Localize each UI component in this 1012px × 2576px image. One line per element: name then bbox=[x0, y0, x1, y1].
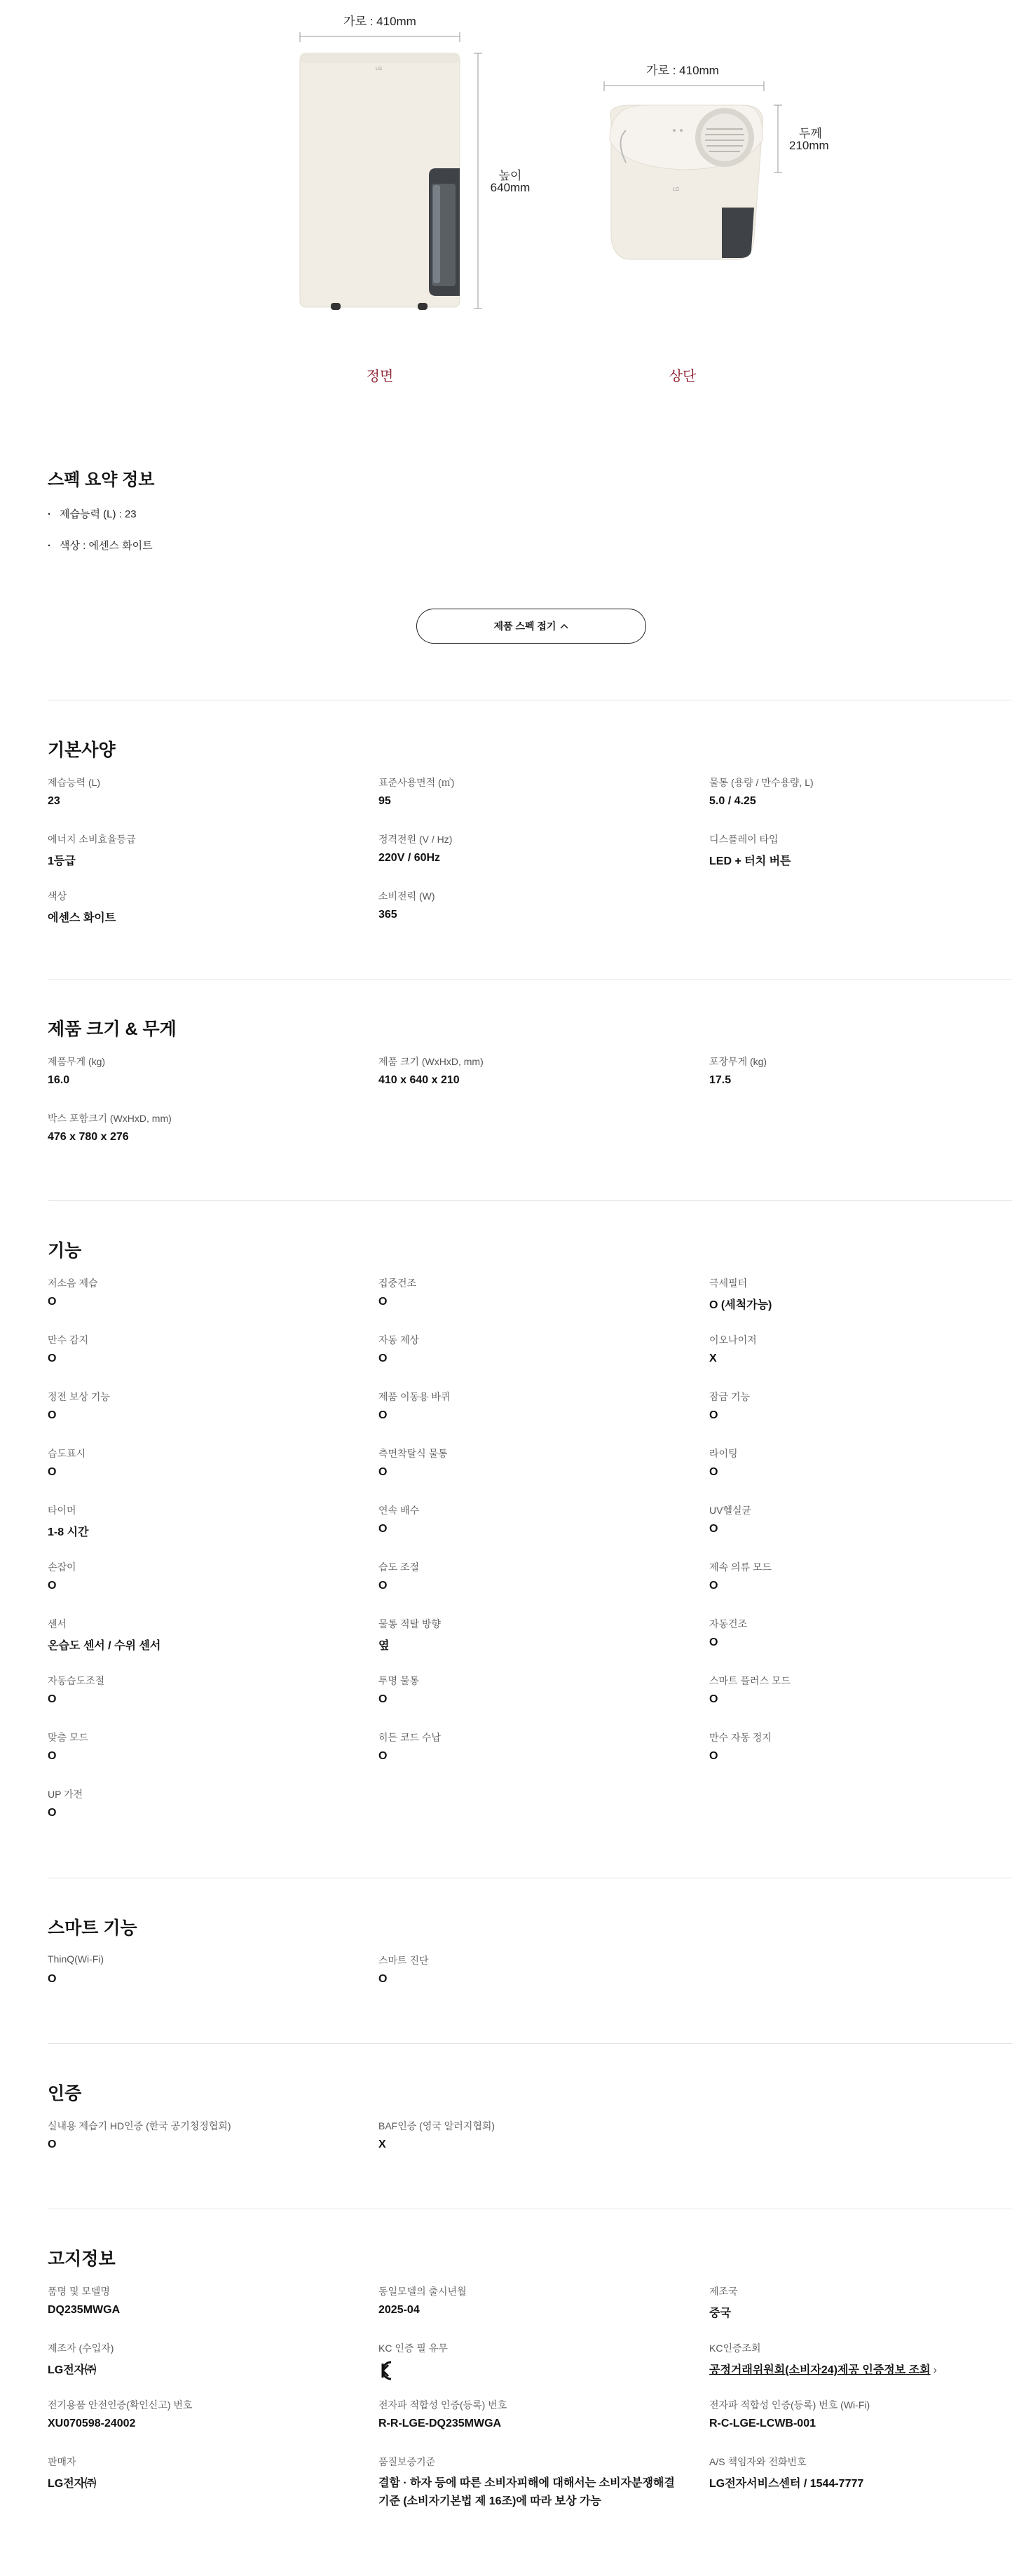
spec-value bbox=[48, 1131, 378, 1144]
spec-value-text: X bbox=[709, 1353, 717, 1364]
spec-item bbox=[48, 1055, 378, 1111]
spec-value bbox=[378, 2474, 680, 2510]
spec-value-text: O bbox=[378, 1750, 388, 1762]
spec-item bbox=[48, 2455, 378, 2511]
spec-value-text: O bbox=[709, 1523, 718, 1535]
svg-text:LG: LG bbox=[376, 67, 383, 72]
spec-label: KC 인증 필 유무 bbox=[378, 2343, 448, 2354]
spec-item bbox=[378, 1674, 709, 1730]
spec-value-text: O (세척가능) bbox=[709, 1299, 772, 1311]
spec-item bbox=[378, 1730, 709, 1787]
spec-label: 제속 의류 모드 bbox=[709, 1561, 772, 1573]
spec-value-text: O bbox=[378, 1973, 388, 1985]
spec-label: 극세필터 bbox=[709, 1277, 748, 1289]
spec-label: 습도 조절 bbox=[378, 1561, 419, 1573]
section-title: 기능 bbox=[48, 1241, 82, 1261]
spec-item bbox=[709, 2455, 1012, 2511]
spec-item bbox=[709, 1617, 1012, 1674]
spec-item bbox=[709, 2284, 1012, 2341]
spec-label: 포장무게 (kg) bbox=[709, 1056, 767, 1067]
spec-value-text: O bbox=[709, 1409, 718, 1421]
spec-value bbox=[378, 1636, 709, 1653]
spec-item bbox=[709, 775, 1012, 832]
spec-summary-list bbox=[48, 506, 153, 569]
spec-value bbox=[709, 795, 1012, 808]
spec-value-text: O bbox=[378, 1466, 388, 1478]
spec-value bbox=[378, 1466, 709, 1479]
section-title: 고지정보 bbox=[48, 2249, 116, 2269]
spec-label: 물통 적탈 방향 bbox=[378, 1618, 441, 1629]
spec-value-text: 공정거래위원회(소비자24)제공 인증정보 조회 bbox=[709, 2364, 931, 2376]
spec-label: ThinQ(Wi-Fi) bbox=[48, 1953, 104, 1965]
spec-item bbox=[48, 2398, 378, 2455]
spec-value-text: 에센스 화이트 bbox=[48, 912, 116, 924]
spec-value bbox=[378, 1973, 709, 1986]
spec-item bbox=[48, 889, 378, 946]
spec-value bbox=[378, 1296, 709, 1308]
spec-item bbox=[48, 1390, 378, 1446]
spec-value-text: LED + 터치 버튼 bbox=[709, 855, 791, 867]
spec-summary-item: · 제습능력 (L) : 23 bbox=[48, 506, 153, 521]
dimension-drawing bbox=[0, 0, 1012, 421]
spec-label: 만수 자동 정지 bbox=[709, 1732, 772, 1743]
spec-item bbox=[378, 1953, 709, 2010]
spec-item bbox=[48, 832, 378, 889]
spec-item bbox=[48, 1560, 378, 1617]
spec-item bbox=[48, 1787, 378, 1844]
spec-item bbox=[709, 1055, 1012, 1111]
spec-value bbox=[709, 1636, 1012, 1649]
spec-item bbox=[709, 1333, 1012, 1390]
spec-value-text: O bbox=[709, 1580, 718, 1592]
spec-label: 자동 제상 bbox=[378, 1334, 419, 1345]
spec-value-text: O bbox=[48, 1973, 57, 1985]
spec-label: 습도표시 bbox=[48, 1448, 86, 1459]
spec-item bbox=[378, 832, 709, 889]
spec-value bbox=[48, 1807, 378, 1819]
section-size-weight bbox=[48, 1015, 1012, 1168]
front-height-dimension-line bbox=[474, 53, 482, 309]
spec-label: 손잡이 bbox=[48, 1561, 76, 1573]
section-title: 제품 크기 & 무게 bbox=[48, 1019, 177, 1039]
spec-item bbox=[48, 1333, 378, 1390]
spec-label: 맞춤 모드 bbox=[48, 1732, 88, 1743]
spec-label: 색상 bbox=[48, 890, 67, 902]
spec-item bbox=[48, 775, 378, 832]
top-width-dimension-line bbox=[604, 81, 764, 91]
spec-item bbox=[378, 1617, 709, 1674]
spec-item bbox=[48, 1953, 378, 2010]
front-height-label: 높이 bbox=[498, 169, 522, 182]
spec-label: 제조국 bbox=[709, 2286, 738, 2297]
spec-item bbox=[378, 2284, 709, 2341]
spec-item bbox=[378, 1055, 709, 1111]
spec-value bbox=[378, 1353, 709, 1365]
spec-value-text: O bbox=[378, 1409, 388, 1421]
spec-value bbox=[709, 1580, 1012, 1592]
spec-value-text: 23 bbox=[48, 795, 60, 807]
spec-label: 제품 이동용 바퀴 bbox=[378, 1391, 451, 1402]
spec-value-text: O bbox=[48, 1353, 57, 1364]
spec-label: 스마트 진단 bbox=[378, 1955, 429, 1966]
spec-value bbox=[378, 2304, 709, 2317]
spec-item bbox=[48, 1674, 378, 1730]
spec-item bbox=[378, 1560, 709, 1617]
spec-label: 스마트 플러스 모드 bbox=[709, 1675, 791, 1686]
spec-value-text: 옆 bbox=[378, 1640, 390, 1652]
section-divider bbox=[48, 1200, 1012, 1201]
spec-value-text: O bbox=[378, 1693, 388, 1705]
top-depth-value: 210mm bbox=[789, 139, 829, 152]
spec-value bbox=[48, 1750, 378, 1763]
spec-label: 제품 크기 (WxHxD, mm) bbox=[378, 1056, 484, 1067]
spec-label: 전자파 적합성 인증(등록) 번호 bbox=[378, 2399, 507, 2411]
spec-item bbox=[709, 1390, 1012, 1446]
spec-value-text: 16.0 bbox=[48, 1074, 70, 1086]
spec-label: 정전 보상 기능 bbox=[48, 1391, 110, 1402]
spec-item bbox=[709, 1730, 1012, 1787]
spec-grid bbox=[48, 2284, 1012, 2511]
spec-grid bbox=[48, 1055, 1012, 1168]
section-features bbox=[48, 1237, 1012, 1844]
spec-value bbox=[378, 1409, 709, 1422]
spec-label: KC인증조회 bbox=[709, 2343, 761, 2354]
spec-value-text: O bbox=[378, 1353, 388, 1364]
spec-value bbox=[48, 795, 378, 808]
spec-value bbox=[48, 2361, 378, 2377]
spec-summary-title: 스펙 요약 정보 bbox=[48, 470, 155, 489]
spec-value-text: O bbox=[378, 1580, 388, 1592]
spec-label: 라이팅 bbox=[709, 1448, 738, 1459]
spec-label: 연속 배수 bbox=[378, 1505, 419, 1516]
spec-value-text: 1등급 bbox=[48, 855, 76, 867]
spec-value-text: 17.5 bbox=[709, 1074, 732, 1086]
section-basic-spec bbox=[48, 736, 1012, 946]
spec-value-text: O bbox=[709, 1466, 718, 1478]
section-certification bbox=[48, 2080, 1012, 2176]
spec-label: 품질보증기준 bbox=[378, 2456, 436, 2467]
spec-value bbox=[48, 1409, 378, 1422]
fold-specs-label: 제품 스펙 접기 bbox=[493, 621, 556, 632]
spec-value bbox=[48, 2418, 378, 2430]
spec-value bbox=[378, 1750, 709, 1763]
spec-value bbox=[48, 2138, 378, 2151]
svg-text:LG: LG bbox=[673, 187, 680, 192]
spec-value-text: 476 x 780 x 276 bbox=[48, 1131, 129, 1143]
spec-item bbox=[378, 2341, 709, 2398]
spec-item bbox=[48, 2119, 378, 2176]
spec-value bbox=[709, 2474, 1012, 2490]
spec-item bbox=[48, 1111, 378, 1168]
spec-label: 품명 및 모델명 bbox=[48, 2286, 110, 2297]
spec-value-text: 365 bbox=[378, 909, 397, 921]
spec-value-text: O bbox=[48, 1693, 57, 1705]
spec-label: 전기용품 안전인증(확인신고) 번호 bbox=[48, 2399, 193, 2411]
spec-value-text: 95 bbox=[378, 795, 391, 807]
spec-item bbox=[378, 2119, 709, 2176]
spec-value-text: 220V / 60Hz bbox=[378, 852, 441, 864]
spec-item bbox=[378, 2398, 709, 2455]
spec-value-text: O bbox=[48, 1807, 57, 1819]
spec-value bbox=[378, 909, 709, 921]
spec-label: 타이머 bbox=[48, 1505, 76, 1516]
spec-value bbox=[48, 1466, 378, 1479]
spec-label: 실내용 제습기 HD인증 (한국 공기청정협회) bbox=[48, 2120, 231, 2131]
spec-item bbox=[48, 1730, 378, 1787]
spec-label: UV헬실균 bbox=[709, 1505, 752, 1516]
spec-item bbox=[709, 2398, 1012, 2455]
spec-item bbox=[378, 2455, 709, 2511]
spec-value bbox=[48, 2304, 378, 2317]
spec-label: 표준사용면적 (㎡) bbox=[378, 777, 455, 788]
spec-value bbox=[48, 1636, 378, 1653]
spec-grid bbox=[48, 1953, 1012, 2010]
top-depth-dimension-line bbox=[774, 105, 782, 172]
spec-value bbox=[48, 1693, 378, 1706]
spec-value-text: LG전자㈜ bbox=[48, 2364, 97, 2376]
spec-value-text: O bbox=[48, 1750, 57, 1762]
spec-item bbox=[378, 1276, 709, 1333]
spec-item bbox=[48, 1503, 378, 1560]
section-title: 인증 bbox=[48, 2084, 82, 2103]
spec-label: A/S 책임자와 전화번호 bbox=[709, 2456, 807, 2467]
spec-label: 디스플레이 타입 bbox=[709, 834, 779, 845]
spec-value bbox=[709, 1409, 1012, 1422]
section-smart-features bbox=[48, 1914, 1012, 2010]
spec-value bbox=[48, 1074, 378, 1087]
spec-value bbox=[48, 852, 378, 868]
section-notice-info bbox=[48, 2245, 1012, 2511]
spec-item bbox=[378, 889, 709, 946]
dehumidifier-front-view bbox=[300, 53, 460, 310]
spec-value-text: 410 x 640 x 210 bbox=[378, 1074, 460, 1086]
spec-value-text: DQ235MWGA bbox=[48, 2304, 121, 2316]
spec-item bbox=[709, 1446, 1012, 1503]
spec-item bbox=[48, 1617, 378, 1674]
spec-value-text: 결함 · 하자 등에 따른 소비자피해에 대해서는 소비자분쟁해결기준 (소비자기본법 제 16조)에 따라 보상 가능 bbox=[378, 2477, 675, 2507]
spec-grid bbox=[48, 1276, 1012, 1844]
spec-value-text: O bbox=[378, 1296, 388, 1308]
spec-value bbox=[48, 909, 378, 925]
spec-item bbox=[48, 1446, 378, 1503]
spec-value bbox=[378, 1074, 709, 1087]
chevron-right-icon: › bbox=[933, 2364, 937, 2376]
spec-value bbox=[378, 1523, 709, 1536]
spec-item bbox=[709, 1674, 1012, 1730]
spec-label: 측면착탈식 물통 bbox=[378, 1448, 448, 1459]
spec-value-text: 중국 bbox=[709, 2307, 731, 2319]
spec-value bbox=[709, 1523, 1012, 1536]
spec-item bbox=[709, 1276, 1012, 1333]
spec-value bbox=[378, 2138, 709, 2151]
spec-value-text: O bbox=[48, 1296, 57, 1308]
front-width-dimension-line bbox=[300, 32, 460, 42]
spec-label: 잠금 기능 bbox=[709, 1391, 750, 1402]
spec-value bbox=[709, 2304, 1012, 2320]
fold-specs-button[interactable] bbox=[416, 609, 646, 644]
spec-value-text: R-R-LGE-DQ235MWGA bbox=[378, 2418, 502, 2429]
spec-item bbox=[48, 2284, 378, 2341]
spec-item bbox=[378, 775, 709, 832]
spec-value bbox=[709, 1353, 1012, 1365]
spec-value-text: R-C-LGE-LCWB-001 bbox=[709, 2418, 816, 2429]
spec-label: 에너지 소비효율등급 bbox=[48, 834, 136, 845]
spec-value-text: O bbox=[709, 1750, 718, 1762]
section-title: 스마트 기능 bbox=[48, 1918, 137, 1938]
spec-value bbox=[48, 1296, 378, 1308]
front-view-label: 정면 bbox=[366, 369, 394, 384]
spec-value bbox=[48, 2474, 378, 2490]
spec-value-text: O bbox=[378, 1523, 388, 1535]
spec-item bbox=[378, 1503, 709, 1560]
spec-label: 투명 물통 bbox=[378, 1675, 419, 1686]
kc-mark-icon bbox=[378, 2359, 395, 2382]
spec-value-text: O bbox=[48, 1580, 57, 1592]
spec-value bbox=[709, 2418, 1012, 2430]
spec-grid bbox=[48, 2119, 1012, 2176]
kc-lookup-link[interactable] bbox=[709, 2361, 1012, 2377]
product-dimension-diagram bbox=[0, 0, 1012, 421]
spec-item bbox=[378, 1390, 709, 1446]
spec-value-text: XU070598-24002 bbox=[48, 2418, 136, 2429]
spec-label: 정격전원 (V / Hz) bbox=[378, 834, 453, 845]
spec-grid bbox=[48, 775, 1012, 946]
spec-label: 집중건조 bbox=[378, 1277, 417, 1289]
spec-value bbox=[709, 1074, 1012, 1087]
spec-label: 자동건조 bbox=[709, 1618, 748, 1629]
spec-value bbox=[378, 852, 709, 865]
spec-value-text: O bbox=[709, 1636, 718, 1648]
spec-label: 소비전력 (W) bbox=[378, 890, 435, 902]
spec-value-text: 5.0 / 4.25 bbox=[709, 795, 756, 807]
spec-value bbox=[48, 1353, 378, 1365]
spec-value-text: O bbox=[48, 2138, 57, 2150]
front-width-label: 가로 : 410mm bbox=[343, 15, 416, 28]
spec-value-text: 1-8 시간 bbox=[48, 1526, 89, 1538]
spec-value-text: O bbox=[709, 1693, 718, 1705]
spec-label: 동일모델의 출시년월 bbox=[378, 2286, 467, 2297]
spec-label: 히든 코드 수납 bbox=[378, 1732, 441, 1743]
spec-value-text: LG전자서비스센터 / 1544-7777 bbox=[709, 2478, 864, 2490]
spec-item bbox=[378, 1446, 709, 1503]
spec-label: 센서 bbox=[48, 1618, 67, 1629]
spec-value bbox=[48, 1580, 378, 1592]
chevron-up-icon bbox=[560, 623, 568, 629]
spec-label: 자동습도조절 bbox=[48, 1675, 105, 1686]
top-depth-label: 두께 bbox=[799, 127, 822, 140]
spec-label: 전자파 적합성 인증(등록) 번호 (Wi-Fi) bbox=[709, 2399, 870, 2411]
spec-label: 저소음 제습 bbox=[48, 1277, 98, 1289]
spec-label: 제조자 (수입자) bbox=[48, 2343, 114, 2354]
spec-value bbox=[709, 1296, 1012, 1312]
spec-label: UP 가전 bbox=[48, 1789, 83, 1800]
spec-value bbox=[48, 1973, 378, 1986]
front-height-value: 640mm bbox=[490, 181, 531, 194]
spec-value bbox=[378, 1693, 709, 1706]
spec-value-text: O bbox=[48, 1466, 57, 1478]
spec-item bbox=[709, 1503, 1012, 1560]
spec-value bbox=[378, 2418, 709, 2430]
spec-value bbox=[48, 1523, 378, 1539]
spec-value bbox=[709, 1466, 1012, 1479]
spec-value bbox=[378, 795, 709, 808]
spec-item bbox=[48, 2341, 378, 2398]
spec-value-text: X bbox=[378, 2138, 386, 2150]
spec-item bbox=[48, 1276, 378, 1333]
spec-value-text: O bbox=[48, 1409, 57, 1421]
spec-value bbox=[709, 1750, 1012, 1763]
section-title: 기본사양 bbox=[48, 740, 116, 760]
spec-label: 제습능력 (L) bbox=[48, 777, 101, 788]
spec-value bbox=[709, 1693, 1012, 1706]
spec-label: 만수 감지 bbox=[48, 1334, 88, 1345]
spec-label: 박스 포함크기 (WxHxD, mm) bbox=[48, 1113, 172, 1124]
spec-value-text: 2025-04 bbox=[378, 2304, 420, 2316]
top-width-label: 가로 : 410mm bbox=[646, 64, 719, 77]
spec-label: 물통 (용량 / 만수용량, L) bbox=[709, 777, 814, 788]
spec-label: 판매자 bbox=[48, 2456, 76, 2467]
spec-label: 이오나이저 bbox=[709, 1334, 757, 1345]
section-divider bbox=[48, 2043, 1012, 2044]
spec-value-text: 온습도 센서 / 수위 센서 bbox=[48, 1640, 161, 1652]
spec-item bbox=[709, 1560, 1012, 1617]
spec-summary-item: · 색상 : 에센스 화이트 bbox=[48, 538, 153, 553]
spec-label: 제품무게 (kg) bbox=[48, 1056, 106, 1067]
spec-item bbox=[709, 2341, 1012, 2398]
spec-value bbox=[709, 852, 1012, 868]
spec-item bbox=[709, 832, 1012, 889]
spec-value-text: LG전자㈜ bbox=[48, 2478, 97, 2490]
dehumidifier-top-view bbox=[610, 105, 763, 259]
spec-item bbox=[378, 1333, 709, 1390]
top-view-label: 상단 bbox=[669, 369, 697, 384]
spec-value bbox=[378, 1580, 709, 1592]
spec-label: BAF인증 (영국 알러지협회) bbox=[378, 2120, 495, 2131]
